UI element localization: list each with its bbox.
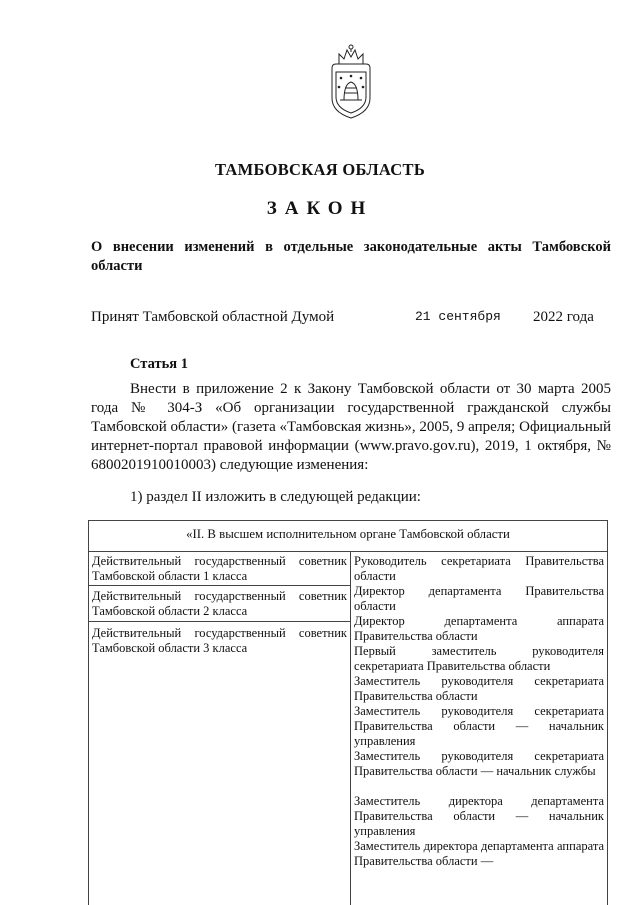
rank-row-divider [89, 585, 350, 586]
position-cell: Заместитель директора департамента Правительства области — начальник управления [354, 794, 604, 838]
adoption-date: 21 сентября [415, 309, 501, 324]
position-cell: Заместитель директора департамента аппарата Правительства области — [354, 839, 604, 868]
positions-table [88, 520, 608, 905]
position-cell: Заместитель руководителя секретариата Правительства области — начальник управления [354, 704, 604, 748]
rank-cell: Действительный государственный советник Тамбовской области 1 класса [92, 554, 347, 583]
rank-row-divider [89, 621, 350, 622]
position-cell: Заместитель руководителя секретариата Правительства области — начальник службы [354, 749, 604, 778]
position-cell: Директор департамента Правительства области [354, 584, 604, 613]
document-type: ЗАКОН [266, 198, 374, 219]
article-heading: Статья 1 [130, 356, 188, 372]
position-cell: Первый заместитель руководителя секретариата Правительства области [354, 644, 604, 673]
table-header-divider [89, 551, 607, 552]
position-cell: Директор департамента аппарата Правительства области [354, 614, 604, 643]
rank-cell: Действительный государственный советник Тамбовской области 2 класса [92, 589, 347, 618]
position-cell: Заместитель руководителя секретариата Правительства области [354, 674, 604, 703]
adoption-year: 2022 года [533, 309, 594, 325]
law-subject: О внесении изменений в отдельные законодательные акты Тамбовской области [91, 239, 611, 274]
amendment-item: 1) раздел II изложить в следующей редакции: [130, 489, 421, 505]
table-caption: «II. В высшем исполнительном органе Тамбовской области [186, 527, 510, 541]
coat-of-arms-emblem [326, 42, 376, 120]
article-body: Внести в приложение 2 к Закону Тамбовской области от 30 марта 2005 года № 304-З «Об организации государственной гражданской службы Тамбовской области» (газета «Тамбовская жизнь», 2005, 9 апреля; Официальный интернет-портал правовой информации (www.pravo.gov.ru), 2019, 1 октября, № 6800201910010003) следующие изменения: [91, 381, 611, 473]
table-column-divider [350, 551, 351, 905]
region-title: ТАМБОВСКАЯ ОБЛАСТЬ [214, 160, 426, 179]
adopted-by: Принят Тамбовской областной Думой [91, 309, 335, 325]
position-cell: Руководитель секретариата Правительства области [354, 554, 604, 583]
rank-cell: Действительный государственный советник Тамбовской области 3 класса [92, 626, 347, 655]
